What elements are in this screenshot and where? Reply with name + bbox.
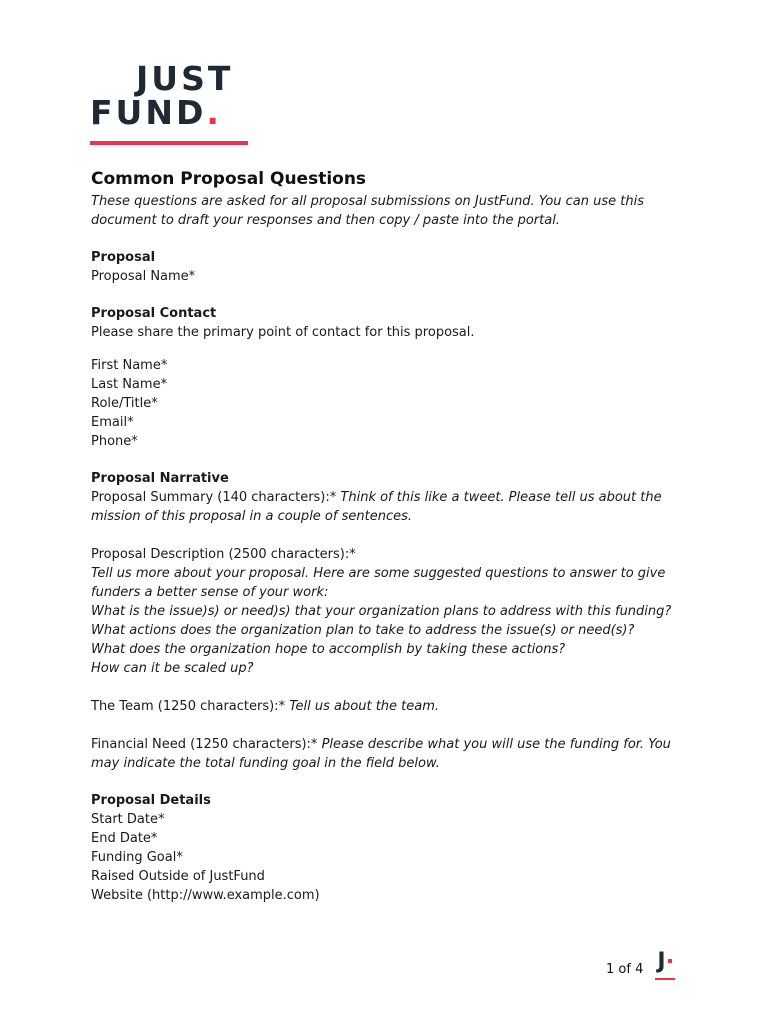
logo-text-fund	[90, 93, 248, 132]
description-hint-scale: How can it be scaled up?	[91, 661, 254, 676]
description-hint-issue: What is the issue)s) or need)s) that your organization plans to address with this funding?	[91, 604, 672, 619]
justfund-logo	[90, 59, 248, 145]
intro-text: These questions are asked for all proposal submissions on JustFund. You can use this document to draft your responses and then copy / paste into the portal.	[91, 194, 645, 228]
field-phone: Phone*	[91, 434, 138, 449]
page-number: 1 of 4	[606, 961, 644, 977]
document-body	[91, 168, 691, 905]
logo-text-fund-word: FUND	[90, 93, 207, 132]
section-contact	[91, 304, 691, 451]
section-heading-contact: Proposal Contact	[91, 306, 217, 321]
financial-hint: Please describe what you will use the funding for. You may indicate the total funding goal in the field below.	[91, 737, 671, 771]
section-heading-proposal: Proposal	[91, 250, 156, 265]
description-label: Proposal Description (2500 characters):*	[91, 547, 356, 562]
field-funding-goal: Funding Goal*	[91, 850, 183, 865]
team-label: The Team (1250 characters):*	[91, 699, 286, 714]
page-footer	[606, 949, 675, 982]
logo-dot: .	[206, 93, 222, 132]
field-start-date: Start Date*	[91, 812, 165, 827]
section-details	[91, 791, 691, 905]
field-raised-outside: Raised Outside of JustFund	[91, 869, 265, 884]
field-proposal-name: Proposal Name*	[91, 269, 196, 284]
summary-label: Proposal Summary (140 characters):*	[91, 490, 337, 505]
mini-logo-letter: J	[657, 949, 666, 974]
mini-logo-bar	[655, 978, 675, 980]
section-proposal	[91, 248, 691, 286]
description-hint-intro: Tell us more about your proposal. Here are some suggested questions to answer to give funders a better sense of your work:	[91, 566, 666, 600]
section-heading-details: Proposal Details	[91, 793, 211, 808]
field-website: Website (http://www.example.com)	[91, 888, 320, 903]
financial-label: Financial Need (1250 characters):*	[91, 737, 318, 752]
field-end-date: End Date*	[91, 831, 158, 846]
logo-text-just: JUST	[136, 59, 234, 98]
field-first-name: First Name*	[91, 358, 168, 373]
team-question	[91, 697, 691, 716]
justfund-mini-logo-icon	[655, 949, 675, 982]
section-heading-narrative: Proposal Narrative	[91, 471, 229, 486]
field-role-title: Role/Title*	[91, 396, 158, 411]
field-email: Email*	[91, 415, 134, 430]
mini-logo-dot	[668, 959, 672, 963]
contact-description: Please share the primary point of contact for this proposal.	[91, 325, 475, 340]
logo-underline	[90, 141, 248, 145]
page-title: Common Proposal Questions	[91, 169, 367, 189]
summary-question	[91, 488, 691, 526]
summary-hint: Think of this like a tweet. Please tell us about the mission of this proposal in a couple of sentences.	[91, 490, 662, 524]
description-hint-accomplish: What does the organization hope to accomplish by taking these actions?	[91, 642, 566, 657]
team-hint: Tell us about the team.	[289, 699, 440, 714]
field-last-name: Last Name*	[91, 377, 168, 392]
financial-question	[91, 735, 691, 773]
section-narrative	[91, 469, 691, 773]
description-hint-actions: What actions does the organization plan to take to address the issue(s) or need(s)?	[91, 623, 635, 638]
